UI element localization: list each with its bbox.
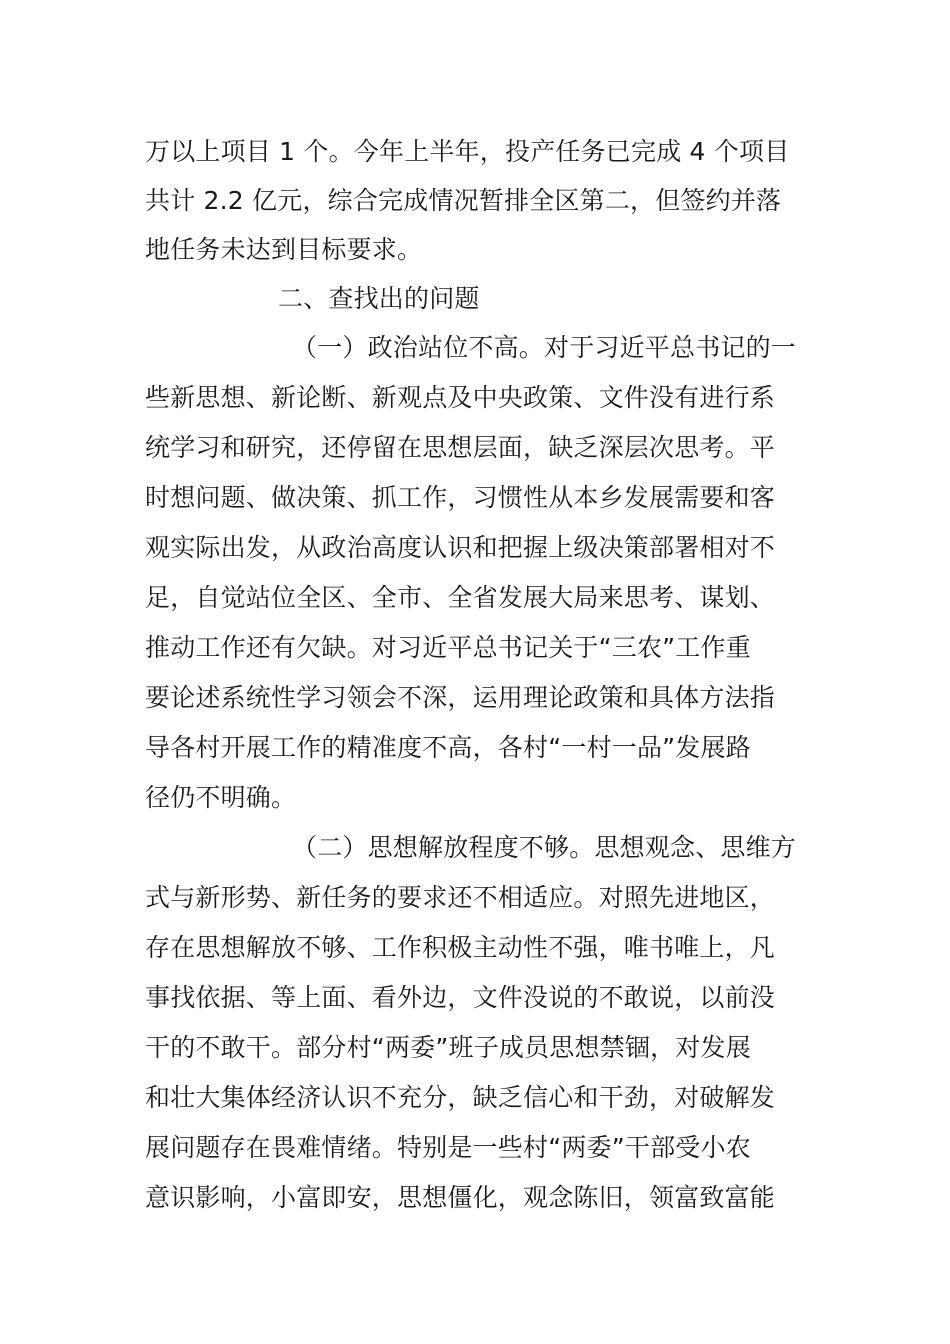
subsection-heading-line: （一）政治站位不高。对于习近平总书记的一 — [292, 333, 797, 362]
text-line: 式与新形势、新任务的要求还不相适应。对照先进地区， — [145, 883, 776, 912]
text-line: 观实际出发，从政治高度认识和把握上级决策部署相对不 — [145, 533, 776, 562]
section-heading: 二、查找出的问题 — [278, 284, 480, 313]
text-line: 时想问题、做决策、抓工作，习惯性从本乡发展需要和客 — [145, 483, 776, 512]
text-line: 万以上项目 1 个。今年上半年，投产任务已完成 4 个项目 — [145, 137, 790, 166]
text-line: 展问题存在畏难情绪。特别是一些村“两委”干部受小农 — [145, 1133, 751, 1162]
text-line: 和壮大集体经济认识不充分，缺乏信心和干劲，对破解发 — [145, 1083, 776, 1112]
text-line: 共计 2.2 亿元，综合完成情况暂排全区第二，但签约并落 — [145, 186, 782, 215]
text-line: 存在思想解放不够、工作积极主动性不强，唯书唯上，凡 — [145, 933, 776, 962]
text-line: 意识影响，小富即安，思想僵化，观念陈旧，领富致富能 — [145, 1183, 776, 1212]
text-line: 足，自觉站位全区、全市、全省发展大局来思考、谋划、 — [145, 583, 776, 612]
text-line: 些新思想、新论断、新观点及中央政策、文件没有进行系 — [145, 383, 776, 412]
text-line: 地任务未达到目标要求。 — [145, 235, 423, 264]
text-line: 径仍不明确。 — [145, 783, 297, 812]
text-line: 要论述系统性学习领会不深，运用理论政策和具体方法指 — [145, 683, 776, 712]
text-line: 导各村开展工作的精准度不高，各村“一村一品”发展路 — [145, 733, 751, 762]
subsection-heading-line: （二）思想解放程度不够。思想观念、思维方 — [292, 833, 797, 862]
text-line: 事找依据、等上面、看外边，文件没说的不敢说，以前没 — [145, 983, 776, 1012]
text-line: 统学习和研究，还停留在思想层面，缺乏深层次思考。平 — [145, 433, 776, 462]
text-line: 干的不敢干。部分村“两委”班子成员思想禁锢，对发展 — [145, 1033, 751, 1062]
text-line: 推动工作还有欠缺。对习近平总书记关于“三农”工作重 — [145, 633, 751, 662]
